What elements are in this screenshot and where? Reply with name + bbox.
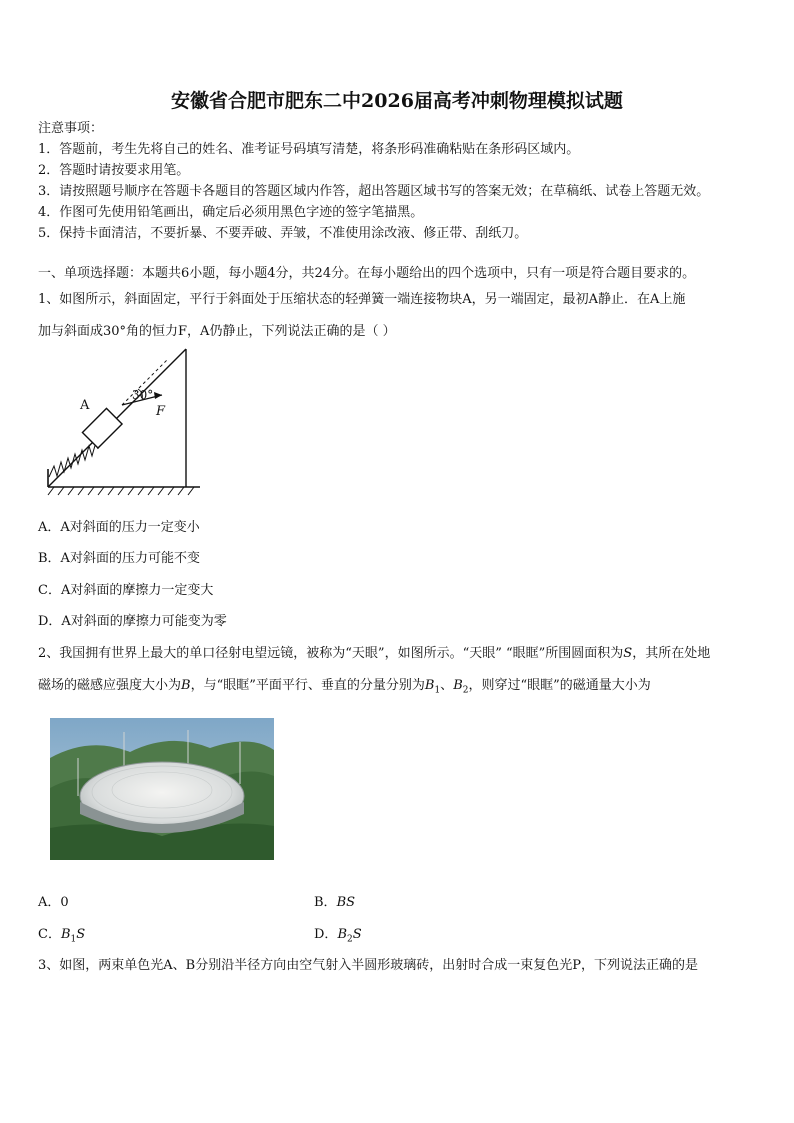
option-c: C．$B_1S$ <box>38 927 86 945</box>
question-3-text: 3、如图，两束单色光A、B分别沿半径方向由空气射入半圆形玻璃砖，出射时合成一束复色光P，下列说法正确的是 <box>38 958 698 973</box>
notice-heading: 注意事项： <box>38 121 104 136</box>
notice-item: 3．请按照题号顺序在答题卡各题目的答题区域内作答，超出答题区域书写的答案无效；在草稿纸、试卷上答题无效。 <box>38 184 710 199</box>
notice-item: 5．保持卡面清洁，不要折暴、不要弄破、弄皱，不准使用涂改液、修正带、刮纸刀。 <box>38 226 528 241</box>
notice-item: 4．作图可先使用铅笔画出，确定后必须用黑色字迹的签字笔描黑。 <box>38 205 424 220</box>
question-2-text: 2、我国拥有世界上最大的单口径射电望远镜，被称为“天眼”，如图所示。“天眼” “眼眶”所围圆面积为S，其所在处地 <box>38 646 711 661</box>
question-2-text: 磁场的磁感应强度大小为B，与“眼眶”平面平行、垂直的分量分别为$B_1$、$B_2$，则穿过“眼眶”的磁通量大小为 <box>38 678 651 696</box>
label-f: F <box>156 404 166 419</box>
section-heading: 一、单项选择题：本题共6小题，每小题4分，共24分。在每小题给出的四个选项中，只有一项是符合题目要求的。 <box>38 266 696 281</box>
fast-telescope-photo <box>50 718 274 860</box>
incline-spring-diagram <box>38 345 218 505</box>
option-a: A．0 <box>38 895 69 910</box>
label-angle: 30° <box>132 388 154 402</box>
label-a: A <box>80 398 90 413</box>
option-b: B．A对斜面的压力可能不变 <box>38 551 200 566</box>
option-d: D．$B_2S$ <box>314 927 362 945</box>
option-c: C．A对斜面的摩擦力一定变大 <box>38 583 214 598</box>
question-1-text: 加与斜面成30°角的恒力F，A仍静止，下列说法正确的是（ ） <box>38 324 396 339</box>
page-title: 安徽省合肥市肥东二中2026届高考冲刺物理模拟试题 <box>171 90 623 112</box>
notice-item: 1．答题前，考生先将自己的姓名、准考证号码填写清楚，将条形码准确粘贴在条形码区域内。 <box>38 142 580 157</box>
option-d: D．A对斜面的摩擦力可能变为零 <box>38 614 227 629</box>
notice-item: 2．答题时请按要求用笔。 <box>38 163 190 178</box>
question-1-text: 1、如图所示，斜面固定，平行于斜面处于压缩状态的轻弹簧一端连接物块A，另一端固定，最初A静止．在A上施 <box>38 292 686 307</box>
option-b: B．BS <box>314 895 356 910</box>
option-a: A．A对斜面的压力一定变小 <box>38 520 200 535</box>
